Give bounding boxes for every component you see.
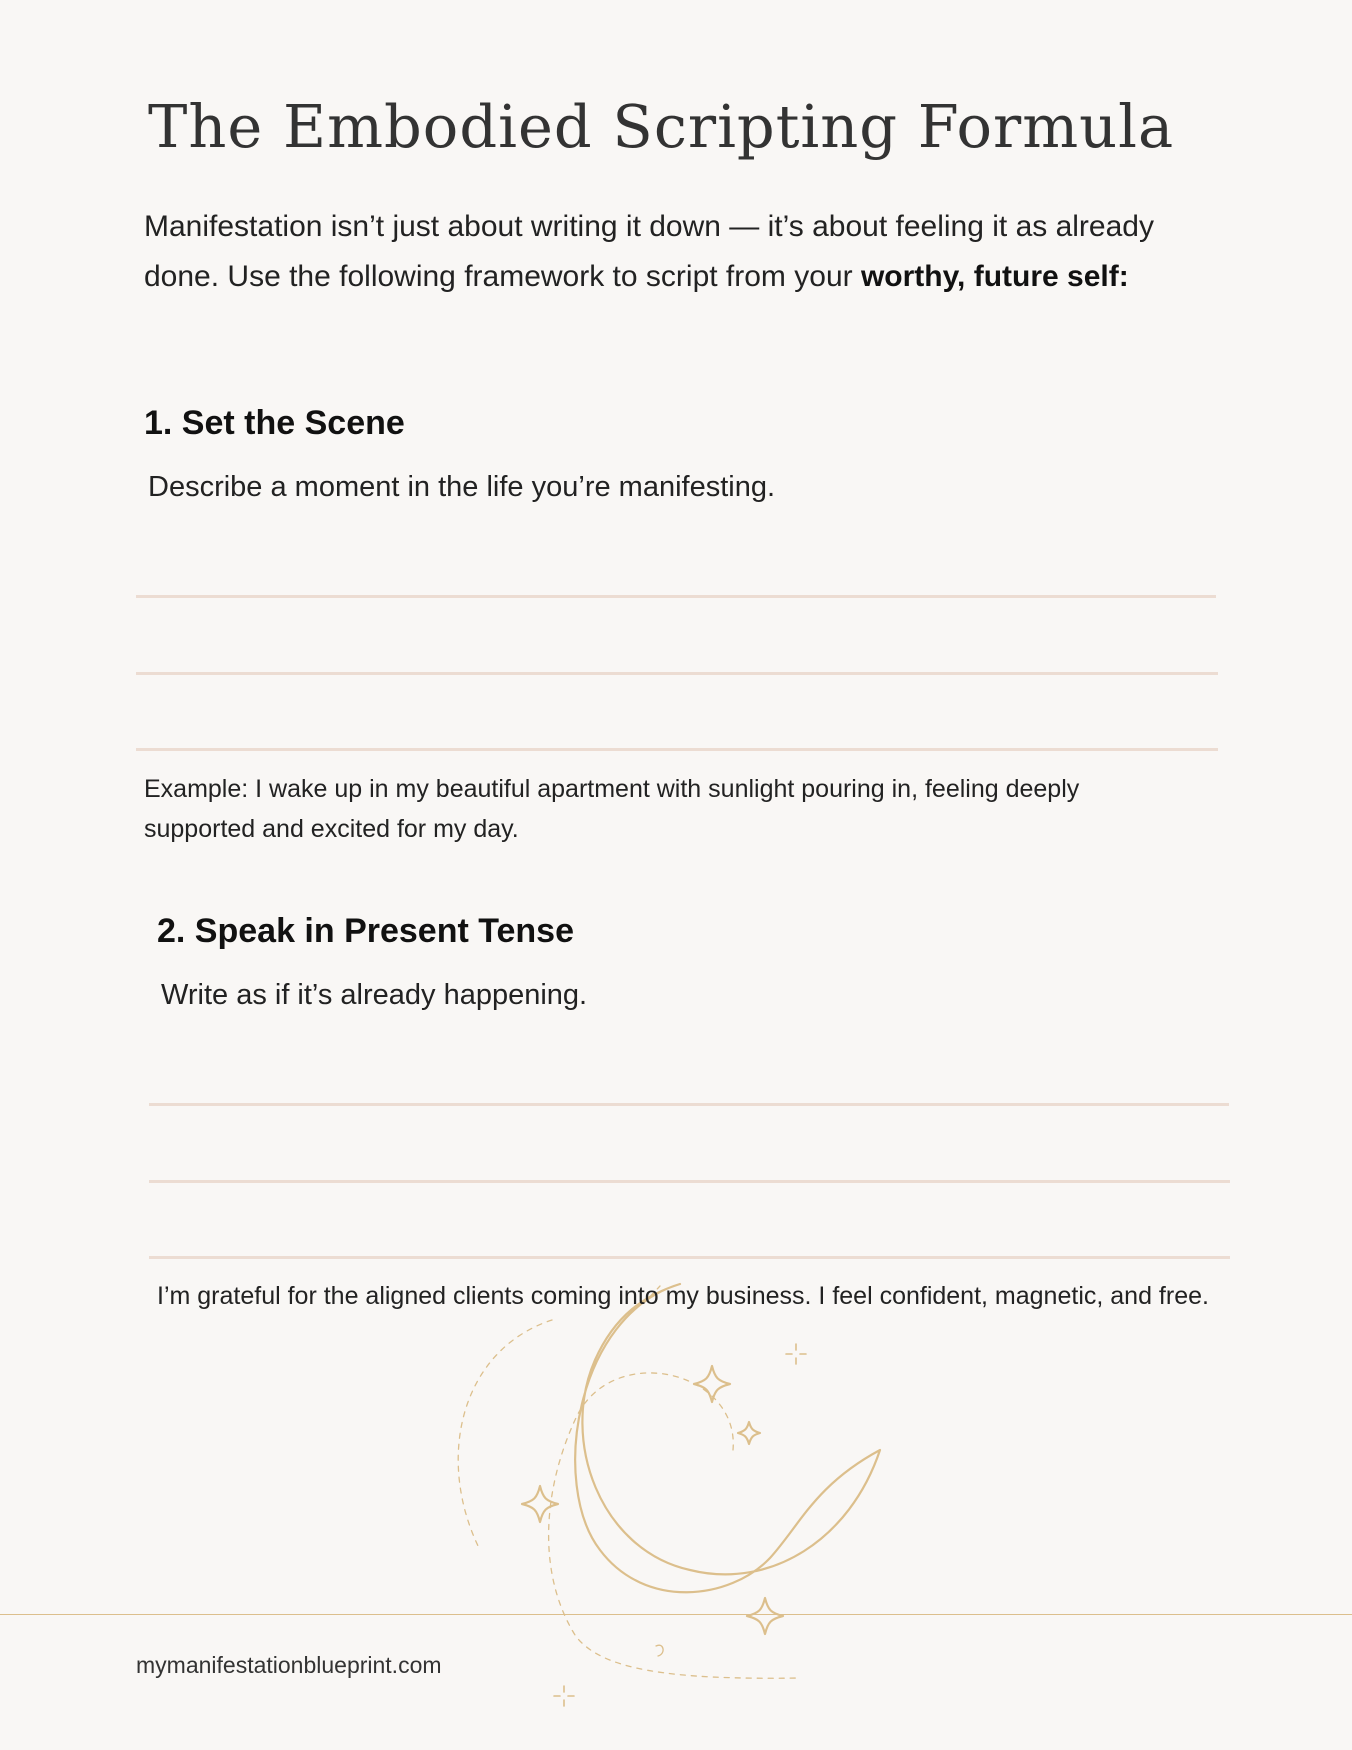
- section-2-prompt: Write as if it’s already happening.: [161, 979, 588, 1011]
- sparkle-cross-icon: [786, 1344, 806, 1364]
- sparkle-icon: [747, 1598, 783, 1634]
- section-1-example: Example: I wake up in my beautiful apartment with sunlight pouring in, feeling deeply supported and excited for my day.: [144, 775, 1080, 843]
- page-title: The Embodied Scripting Formula: [148, 92, 1175, 161]
- section-2-writing-line-2[interactable]: [149, 1180, 1230, 1183]
- section-1-heading: 1. Set the Scene: [144, 404, 405, 442]
- footer-divider: [0, 1614, 1352, 1615]
- section-1-prompt: Describe a moment in the life you’re manifesting.: [148, 471, 776, 503]
- intro-text: Manifestation isn’t just about writing it down — it’s about feeling it as already done. Use the following framework to script from your: [144, 210, 1154, 293]
- section-2-writing-line-3[interactable]: [149, 1256, 1230, 1259]
- moon-illustration: [440, 1270, 910, 1720]
- section-2-writing-line-1[interactable]: [149, 1103, 1229, 1106]
- section-2-heading: 2. Speak in Present Tense: [157, 912, 574, 950]
- section-1-writing-line-1[interactable]: [136, 595, 1216, 598]
- intro-paragraph: [144, 202, 1204, 302]
- crescent-moon-icon: [575, 1284, 880, 1592]
- footer-website[interactable]: mymanifestationblueprint.com: [136, 1652, 442, 1678]
- sparkle-icon: [738, 1422, 760, 1444]
- sparkle-cross-icon: [554, 1686, 574, 1706]
- section-2-example: I’m grateful for the aligned clients coming into my business. I feel confident, magnetic, and free.: [157, 1282, 1209, 1310]
- section-1-writing-line-2[interactable]: [136, 672, 1218, 675]
- section-1-writing-line-3[interactable]: [136, 748, 1218, 751]
- sparkle-swirl-icon: [656, 1645, 663, 1656]
- intro-emphasis: worthy, future self:: [860, 260, 1129, 293]
